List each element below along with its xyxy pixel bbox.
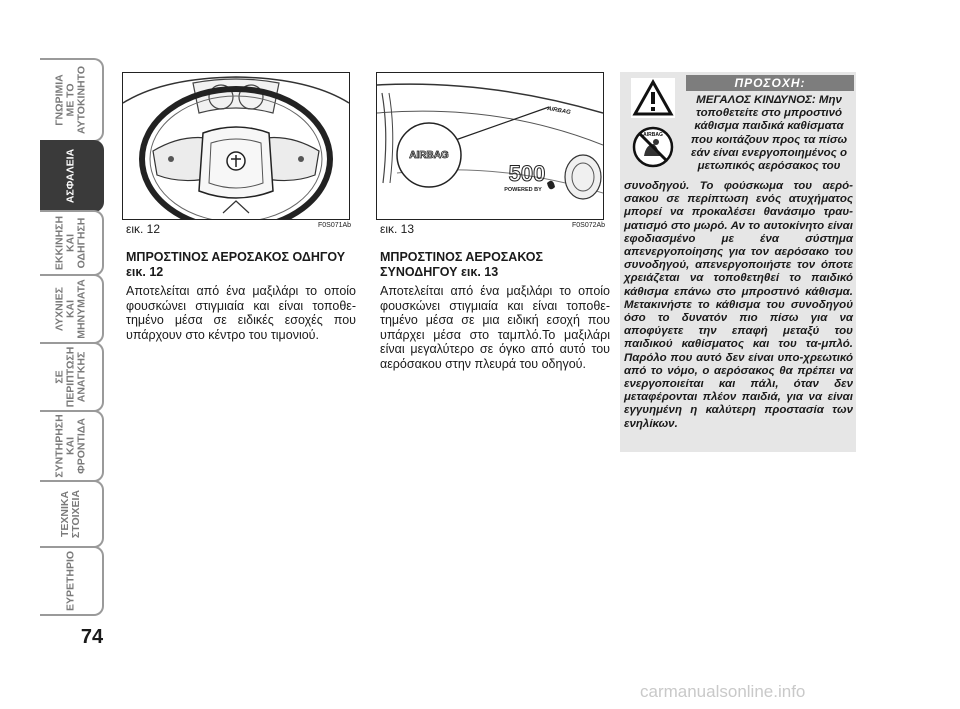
tab-label: ΣΕ ΠΕΡΙΠΤΩΣΗ ΑΝΑΓΚΗΣ: [53, 346, 88, 408]
no-child-seat-airbag-icon: [632, 126, 674, 168]
tab-safety[interactable]: [40, 140, 104, 212]
warning-header: ΠΡΟΣΟΧΗ:: [686, 75, 854, 91]
brand-tagline: POWERED BY: [504, 187, 542, 193]
heading-line: ΜΠΡΟΣΤΙΝΟΣ ΑΕΡΟΣΑΚΟΣ ΟΔΗΓΟΥ: [126, 250, 346, 264]
airbag-callout-label: AIRBAG: [409, 150, 449, 161]
tab-maintenance[interactable]: [40, 410, 104, 482]
tab-label: ΑΣΦΑΛΕΙΑ: [64, 148, 77, 204]
figure-steering-wheel: [122, 72, 350, 220]
heading-line: εικ. 12: [126, 265, 164, 279]
figure-caption: εικ. 13: [380, 222, 415, 236]
section-heading: [126, 250, 356, 280]
figure-code: F0S071Ab: [318, 222, 352, 229]
steering-wheel-illustration: [123, 73, 349, 219]
tab-label: ΣΥΝΤΗΡΗΣΗ ΚΑΙ ΦΡΟΝΤΙΔΑ: [53, 414, 88, 478]
page-number: 74: [80, 626, 104, 648]
section-heading: [380, 250, 610, 280]
warning-text-bottom: συνοδηγού. Το φούσκωμα του αερό-σακου σε περίπτωση ενός ατυχήματος μπορεί να προκαλέσει θανάσιμο τραυ-ματισμό στο μωρό. Αν το αυτοκίνητο είναι εφοδιασμένο με ένα σύστημα απενεργοποίησης για τον αερόσακο του συνοδηγού, απενεργοποιήστε τον όποτε χρειάζεται να τοποθετηθεί το παιδικό κάθισμα επάνω στο μπροστινό κάθισμα. Μετακινήστε το κάθισμα του συνοδηγού όσο το δυνατόν πιο πίσω για να αποφύγετε την επαφή μεταξύ του παιδικού καθίσματος και του τα-μπλό. Παρόλο που αυτό δεν είναι υπο-χρεωτικό από το νόμο, ο αερόσακος θα πρέπει να ενεργοποιείται και πάλι, όταν δεν μεταφέρονται πλέον παιδιά, για να είναι εγγυημένη η καλύτερη προστασία των ενηλίκων.: [624, 180, 853, 430]
driver-airbag-section: [126, 250, 356, 342]
tab-label: ΓΝΩΡΙΜΙΑ ΜΕ ΤΟ ΑΥΤΟΚΙΝΗΤΟ: [53, 65, 88, 135]
warning-triangle-icon: [631, 78, 675, 118]
heading-line: ΣΥΝΟΔΗΓΟΥ εικ. 13: [380, 265, 499, 279]
tab-label: ΤΕΧΝΙΚΑ ΣΤΟΙΧΕΙΑ: [59, 489, 82, 539]
warning-text-top: ΜΕΓΑΛΟΣ ΚΙΝΔΥΝΟΣ: Μην τοποθετείτε στο μπροστινό κάθισμα παιδικά καθίσματα που κοιτάζουν προς τα πίσω εάν είναι ενεργοποιημένος ο μετωπικός αερόσακος του: [690, 94, 848, 173]
figure-caption: εικ. 12: [126, 222, 161, 236]
figure-code: F0S072Ab: [572, 222, 606, 229]
tab-index[interactable]: [40, 546, 104, 616]
tab-getting-to-know[interactable]: [40, 58, 104, 142]
tab-emergency[interactable]: [40, 342, 104, 412]
tab-label: ΕΚΚΙΝΗΣΗ ΚΑΙ ΟΔΗΓΗΣΗ: [53, 215, 88, 271]
brand-500-logo: 500: [508, 161, 546, 186]
tab-lights-messages[interactable]: [40, 274, 104, 344]
dash-airbag-label: AIRBAG: [546, 106, 572, 117]
tab-technical-data[interactable]: [40, 480, 104, 548]
watermark: carmanualsonline.info: [640, 682, 806, 701]
tab-label: ΕΥΡΕΤΗΡΙΟ: [64, 550, 77, 612]
section-body: Αποτελείται από ένα μαξιλάρι το οποίο φουσκώνει στιγμιαία και είναι τοποθε-τημένο μέσα σε ειδικές εσοχές που υπάρχουν στο κέντρο του τιμονιού.: [126, 284, 356, 342]
heading-line: ΜΠΡΟΣΤΙΝΟΣ ΑΕΡΟΣΑΚΟΣ: [380, 250, 544, 264]
section-body: Αποτελείται από ένα μαξιλάρι το οποίο φουσκώνει στιγμιαία και είναι τοποθε-τημένο μέσα σε μια ειδική εσοχή που υπάρχει μέσα στο ταμπλό.Το μαξιλάρι είναι μεγαλύτερο σε όγκο από αυτό του αερόσακου στην πλευρά του οδηγού.: [380, 284, 610, 371]
figure-dashboard-airbag: [376, 72, 604, 220]
tab-starting-driving[interactable]: [40, 210, 104, 276]
airbag-icon-label: AIRBAG: [643, 132, 663, 138]
passenger-airbag-section: [380, 250, 610, 371]
tab-label: ΛΥΧΝΙΕΣ ΚΑΙ ΜΗΝΥΜΑΤΑ: [53, 279, 88, 339]
dashboard-illustration: [377, 73, 603, 219]
